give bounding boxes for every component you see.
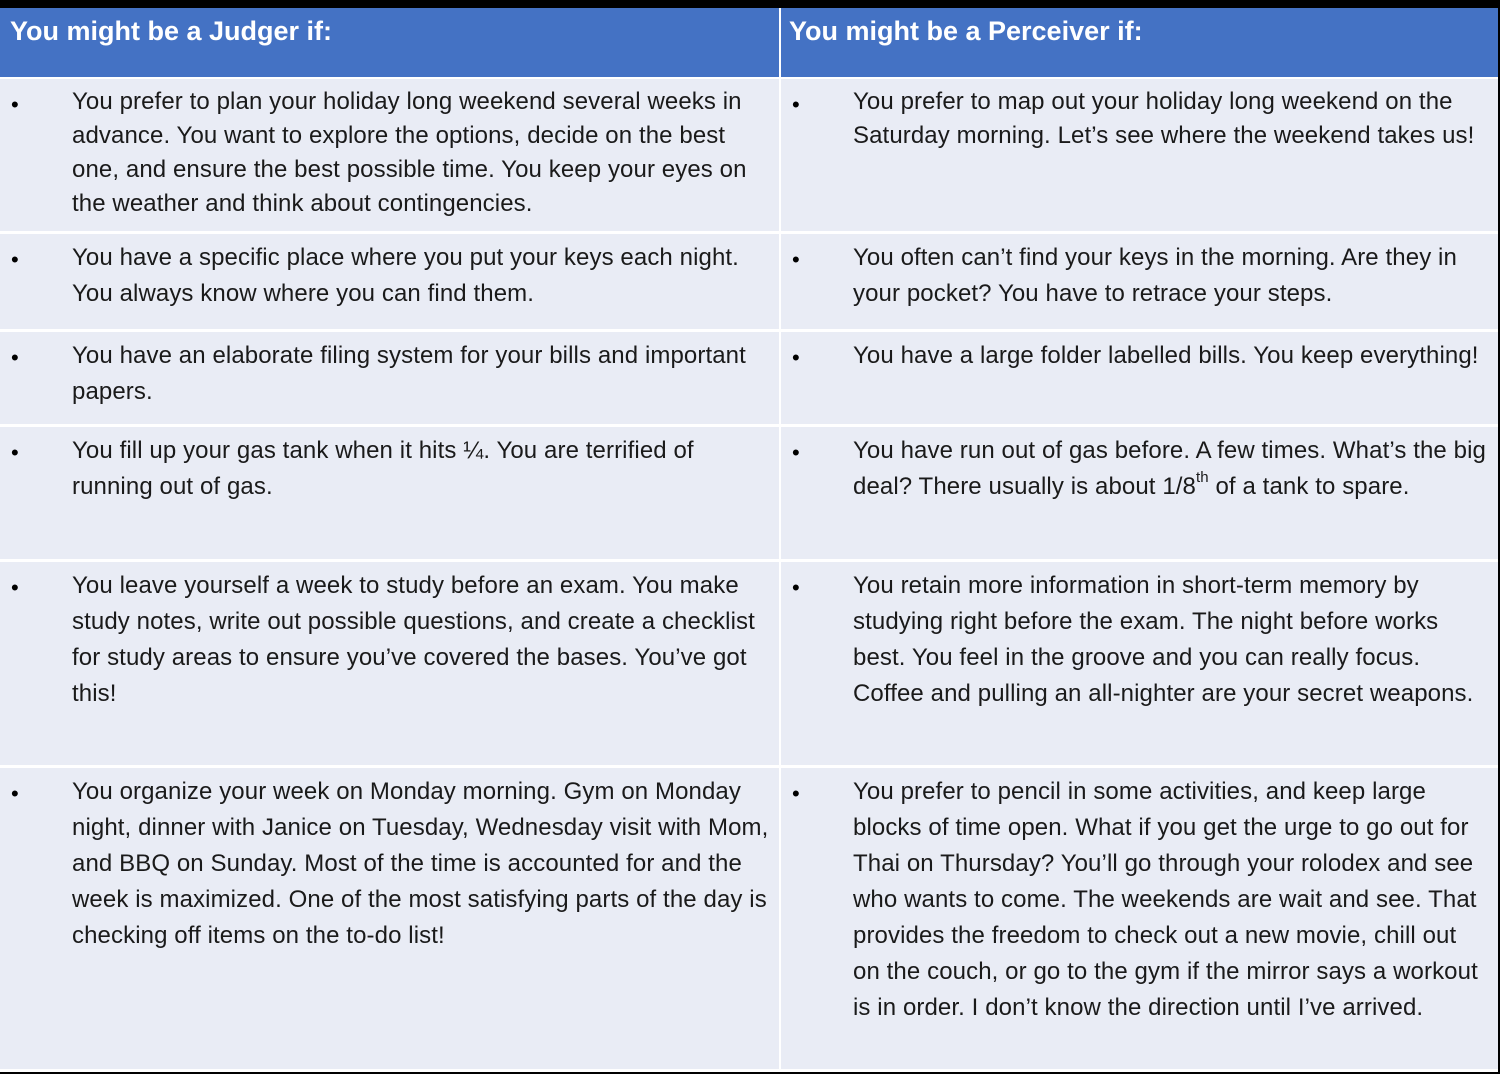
perceiver-text-4-after: of a tank to spare. xyxy=(1208,473,1410,500)
bullet-icon: • xyxy=(11,440,19,465)
bullet-icon: • xyxy=(792,440,800,465)
bullet-icon: • xyxy=(792,345,800,370)
judger-text-6: You organize your week on Monday morning. Gym on Monday night, dinner with Janice on Tuesday, Wednesday visit with Mom, and BBQ on Sunday. Most of the time is accounted for and the week is maximized. One of the most satisfying parts of the day is checking off items on the to-do list! xyxy=(72,778,769,949)
perceiver-cell-2 xyxy=(781,234,1498,332)
perceiver-text-4-before: You have run out of gas before. A few times. What’s the big deal? There usually is about 1/8 xyxy=(853,437,1486,500)
bullet-icon: • xyxy=(11,92,19,117)
perceiver-cell-4 xyxy=(781,427,1498,562)
perceiver-cell-3 xyxy=(781,332,1498,427)
ordinal-superscript: th xyxy=(1196,469,1209,486)
perceiver-cell-6 xyxy=(781,768,1498,1072)
perceiver-text-6: You prefer to pencil in some activities, and keep large blocks of time open. What if you get the urge to go out for Thai on Thursday? You’ll go through your rolodex and see who wants to come. The weekends are wait and see. That provides the freedom to check out a new movie, chill out on the couch, or go to the gym if the mirror says a workout is in order. I don’t know the direction until I’ve arrived. xyxy=(853,778,1478,1021)
perceiver-text-2: You often can’t find your keys in the morning. Are they in your pocket? You have to retrace your steps. xyxy=(853,244,1457,307)
judger-text-2: You have a specific place where you put your keys each night. You always know where you can find them. xyxy=(72,244,739,307)
bullet-icon: • xyxy=(11,575,19,600)
perceiver-cell-5 xyxy=(781,562,1498,768)
judger-header: You might be a Judger if: xyxy=(0,8,781,79)
judger-cell-4 xyxy=(0,427,781,562)
judger-cell-3 xyxy=(0,332,781,427)
comparison-table xyxy=(0,8,1498,1072)
bullet-icon: • xyxy=(792,575,800,600)
judger-text-1: You prefer to plan your holiday long weekend several weeks in advance. You want to explore the options, decide on the best one, and ensure the best possible time. You keep your eyes on the weather and think about contingencies. xyxy=(72,88,747,217)
bullet-icon: • xyxy=(792,247,800,272)
judger-cell-6 xyxy=(0,768,781,1072)
perceiver-text-5: You retain more information in short-term memory by studying right before the exam. The night before works best. You feel in the groove and you can really focus. Coffee and pulling an all-nighter are your secret weapons. xyxy=(853,572,1474,707)
judger-cell-2 xyxy=(0,234,781,332)
judger-text-5: You leave yourself a week to study before an exam. You make study notes, write out possible questions, and create a checklist for study areas to ensure you’ve covered the bases. You’ve got this! xyxy=(72,572,755,707)
judger-cell-5 xyxy=(0,562,781,768)
judger-cell-1 xyxy=(0,79,781,234)
perceiver-text-1: You prefer to map out your holiday long weekend on the Saturday morning. Let’s see where the weekend takes us! xyxy=(853,88,1475,149)
bullet-icon: • xyxy=(11,247,19,272)
bullet-icon: • xyxy=(11,345,19,370)
perceiver-header: You might be a Perceiver if: xyxy=(781,8,1498,79)
perceiver-text-4 xyxy=(853,433,1488,505)
judger-text-4: You fill up your gas tank when it hits ¼. You are terrified of running out of gas. xyxy=(72,437,694,500)
perceiver-cell-1 xyxy=(781,79,1498,234)
bullet-icon: • xyxy=(792,92,800,117)
bullet-icon: • xyxy=(11,781,19,806)
judger-text-3: You have an elaborate filing system for your bills and important papers. xyxy=(72,342,746,405)
bullet-icon: • xyxy=(792,781,800,806)
perceiver-text-3: You have a large folder labelled bills. You keep everything! xyxy=(853,342,1479,369)
